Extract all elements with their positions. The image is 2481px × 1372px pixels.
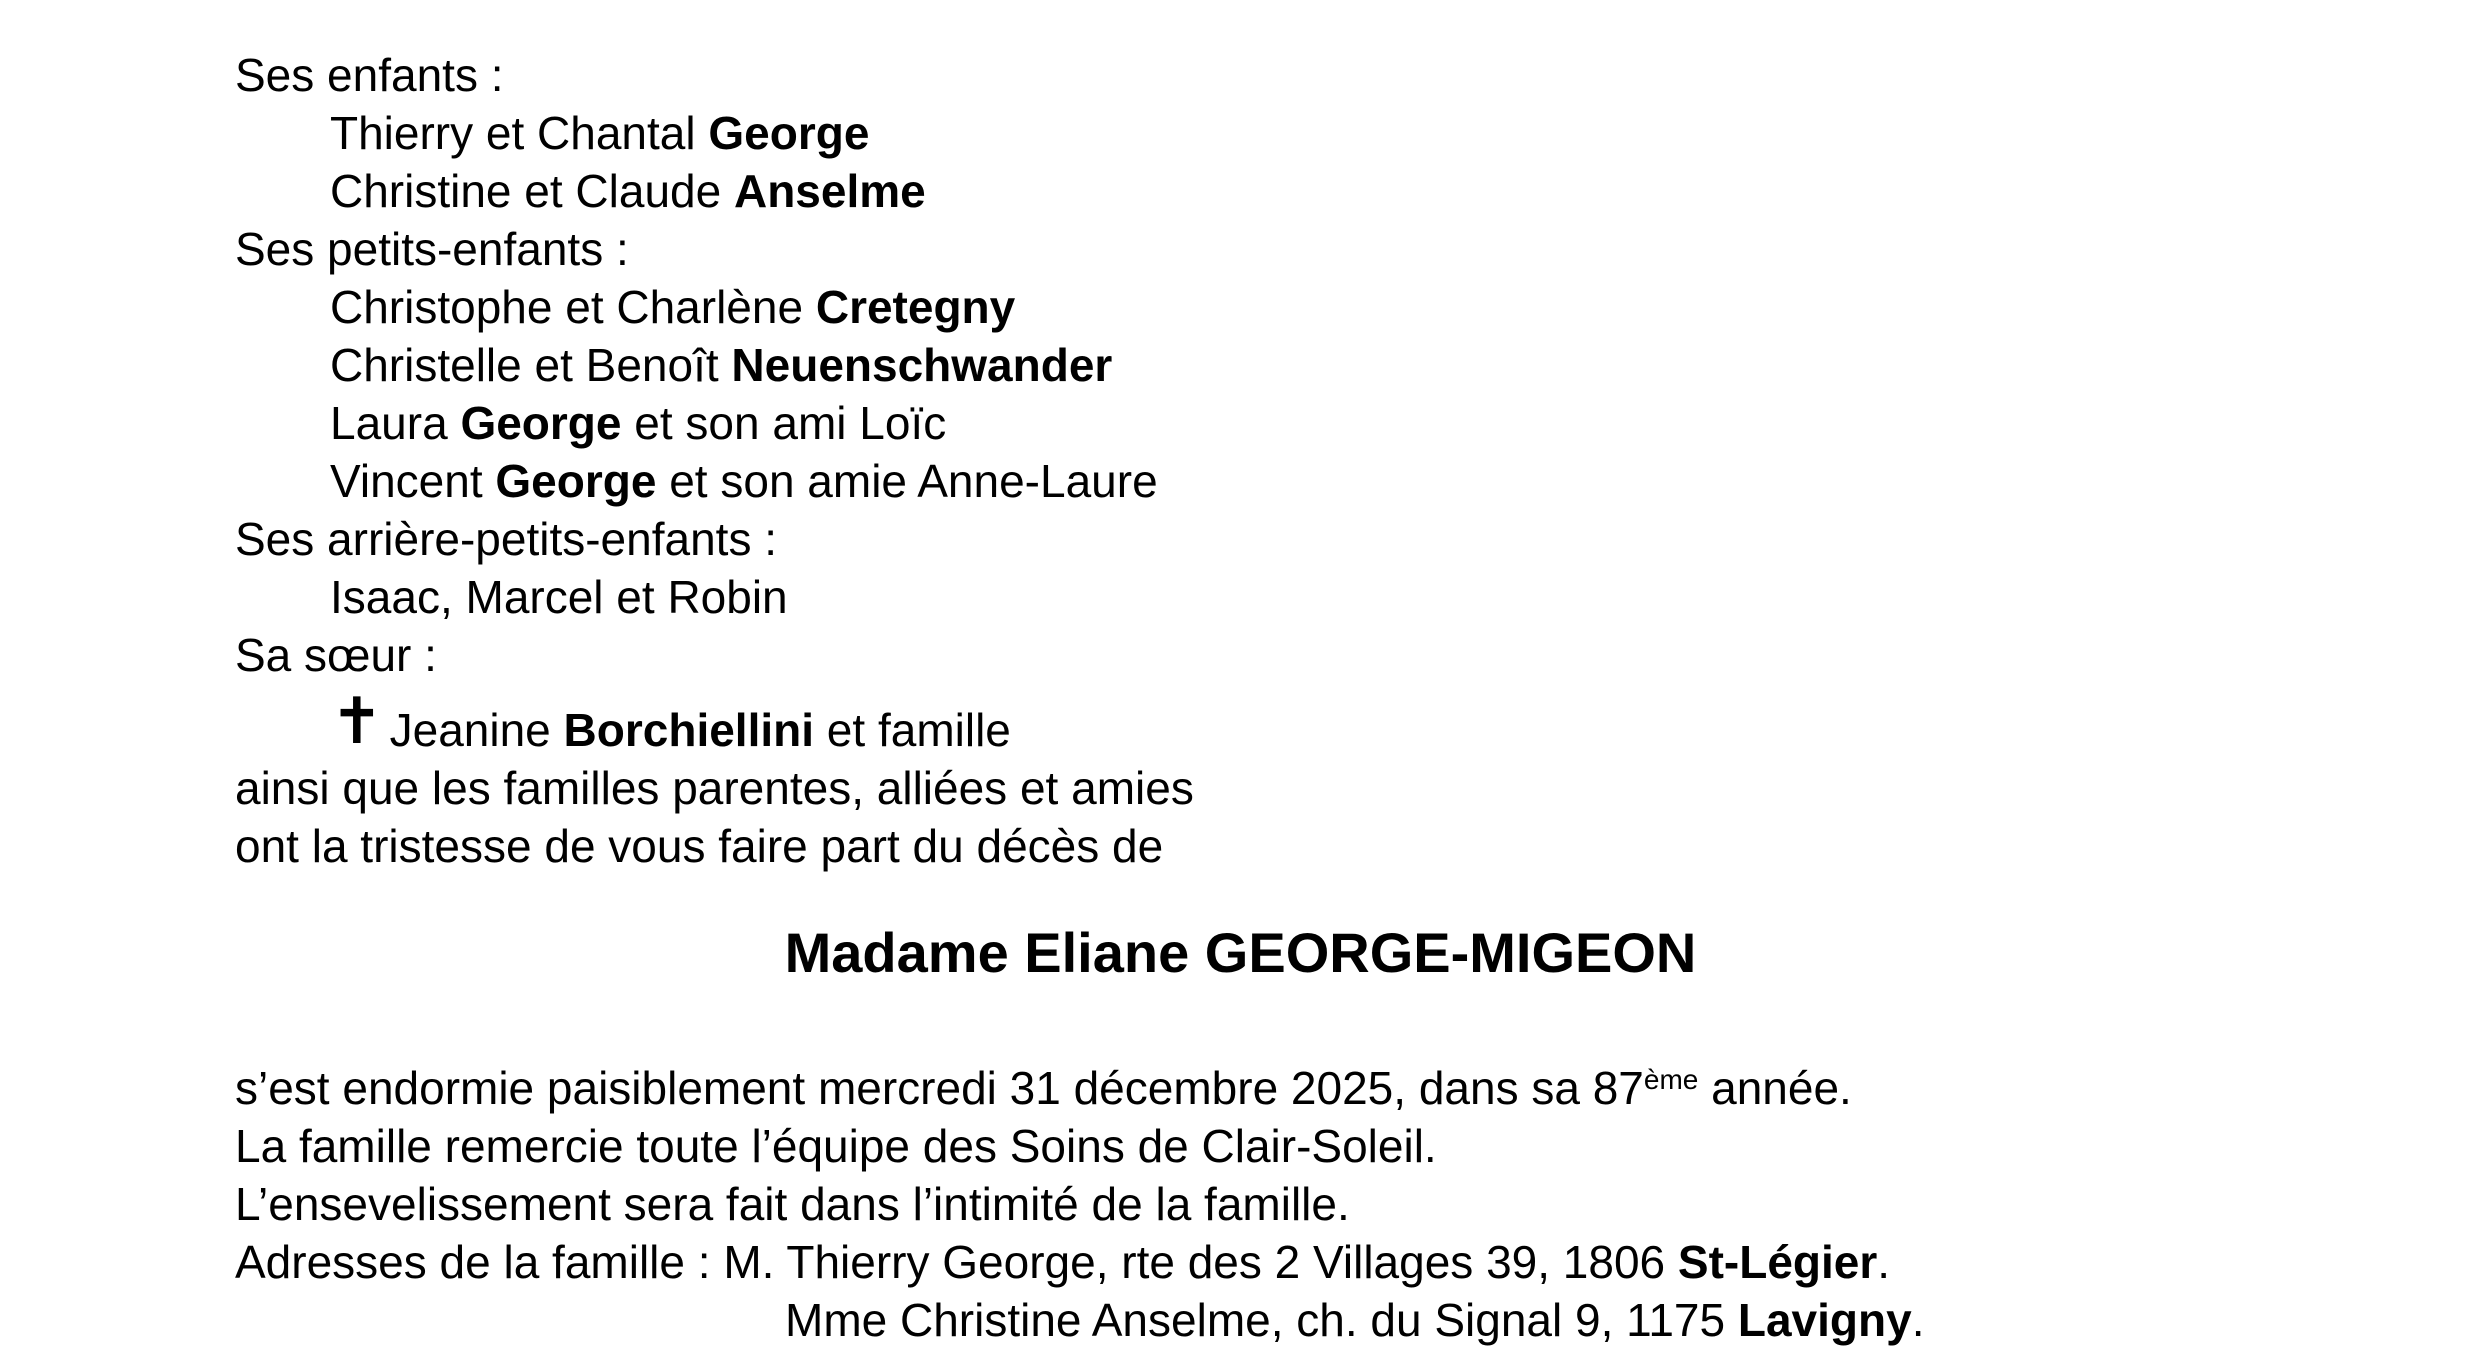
grandchild-given-names: Laura <box>330 397 461 449</box>
children-label: Ses enfants : <box>235 49 504 101</box>
grandchild-entry <box>235 452 1194 510</box>
death-line-end: année. <box>1698 1062 1852 1114</box>
address-1-place: St-Légier <box>1677 1236 1878 1288</box>
grandchild-surname: Cretegny <box>815 281 1016 333</box>
death-line-text: s’est endormie paisiblement mercredi 31 décembre 2025, dans sa 87 <box>235 1062 1644 1114</box>
death-line <box>235 1051 1924 1117</box>
child-given-names: Christine et Claude <box>330 165 734 217</box>
grandchild-surname: George <box>495 455 657 507</box>
grandchild-surname: Neuenschwander <box>731 339 1113 391</box>
great-grandchildren-names: Isaac, Marcel et Robin <box>330 571 788 623</box>
child-given-names: Thierry et Chantal <box>330 107 709 159</box>
grandchild-suffix: et son amie Anne-Laure <box>656 455 1158 507</box>
grandchild-suffix: et son ami Loïc <box>621 397 947 449</box>
child-surname: Anselme <box>733 165 926 217</box>
grandchild-given-names: Vincent <box>330 455 496 507</box>
grandchild-given-names: Christelle et Benoît <box>330 339 732 391</box>
grandchild-entry <box>235 278 1194 336</box>
sister-suffix: et famille <box>814 704 1011 756</box>
sadness-line: ont la tristesse de vous faire part du décès de <box>235 820 1164 872</box>
child-surname: George <box>708 107 870 159</box>
address-line-2 <box>235 1291 1924 1349</box>
address-2-end: . <box>1911 1294 1925 1346</box>
sister-entry <box>235 685 1194 759</box>
grandchild-entry <box>235 336 1194 394</box>
ordinal-superscript: ème <box>1643 1064 1699 1095</box>
latin-cross-icon: ✝ <box>330 685 384 759</box>
address-2-place: Lavigny <box>1737 1294 1912 1346</box>
grandchildren-label: Ses petits-enfants : <box>235 223 629 275</box>
sister-label: Sa sœur : <box>235 629 437 681</box>
details-block <box>235 1051 1924 1349</box>
address-2-text: Mme Christine Anselme, ch. du Signal 9, 1175 <box>785 1294 1738 1346</box>
address-1-end: . <box>1877 1236 1891 1288</box>
grandchild-surname: George <box>460 397 622 449</box>
sister-given-name: Jeanine <box>389 704 564 756</box>
grandchild-entry <box>235 394 1194 452</box>
grandchild-given-names: Christophe et Charlène <box>330 281 816 333</box>
great-grandchildren-label: Ses arrière-petits-enfants : <box>235 513 778 565</box>
address-line-1 <box>235 1233 1924 1291</box>
address-1-text: Adresses de la famille : M. Thierry George, rte des 2 Villages 39, 1806 <box>235 1236 1678 1288</box>
child-entry <box>235 162 1194 220</box>
thanks-line: La famille remercie toute l’équipe des Soins de Clair-Soleil. <box>235 1120 1437 1172</box>
families-line: ainsi que les familles parentes, alliées et amies <box>235 762 1194 814</box>
funeral-line: L’ensevelissement sera fait dans l’intimité de la famille. <box>235 1178 1350 1230</box>
deceased-name-title: Madame Eliane GEORGE-MIGEON <box>784 921 1697 984</box>
family-list-block <box>235 46 1194 875</box>
sister-surname: Borchiellini <box>563 704 815 756</box>
child-entry <box>235 104 1194 162</box>
